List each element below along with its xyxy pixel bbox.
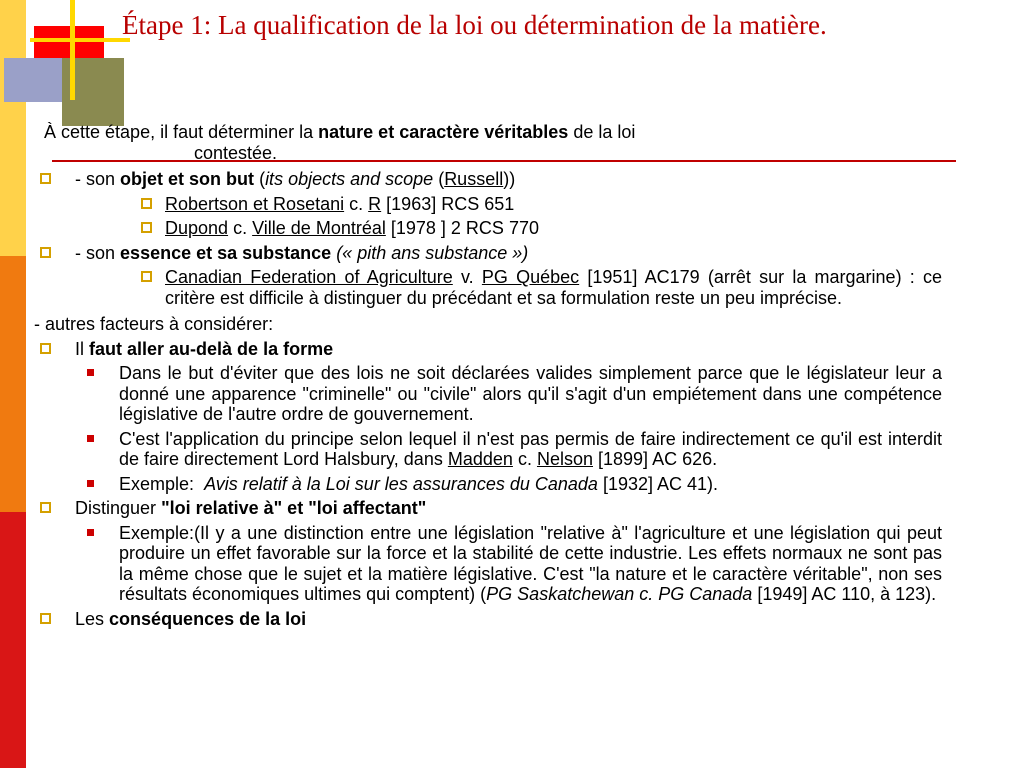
decor-line-horizontal [30,38,130,42]
list-item-robertson: Robertson et Rosetani c. R [1963] RCS 651 [34,194,942,215]
list-item-objet: - son objet et son but (its objects and scope (Russell)) [34,169,942,190]
list-item-principe: C'est l'application du principe selon lequel il n'est pas permis de faire indirectement ce qu'il est interdit de faire directement Lord Halsbury, dans Madden c. Nelson [1899] AC 626. [34,429,942,470]
solid-square-bullet-icon [87,529,94,536]
solid-square-bullet-icon [87,435,94,442]
solid-square-bullet-icon [87,480,94,487]
list-item-forme: Il faut aller au-delà de la forme [34,339,942,360]
decor-square-red [34,26,104,60]
case-link-pg-quebec[interactable]: PG Québec [481,267,580,287]
decor-strip-orange [0,256,26,512]
decor-strip-red [0,512,26,768]
decor-square-grey [4,58,62,102]
intro-paragraph: À cette étape, il faut déterminer la nature et caractère véritables de la loi contestée. [44,122,636,163]
case-link-dupond[interactable]: Dupond [165,218,229,238]
solid-square-bullet-icon [87,369,94,376]
list-item-autres: - autres facteurs à considérer: [34,314,274,334]
decor-strip-yellow [0,0,26,256]
hollow-square-bullet-icon [141,271,152,282]
list-item-exemple-avis: Exemple: Avis relatif à la Loi sur les assurances du Canada [1932] AC 41). [34,474,942,495]
list-item-dupond: Dupond c. Ville de Montréal [1978 ] 2 RCS 770 [34,218,942,239]
hollow-square-bullet-icon [40,247,51,258]
hollow-square-bullet-icon [40,343,51,354]
hollow-square-bullet-icon [141,222,152,233]
decor-line-vertical [70,0,75,100]
case-link-ville-de-montreal[interactable]: Ville de Montréal [252,218,386,238]
case-link-russell[interactable]: Russell [444,169,504,189]
slide-title: Étape 1: La qualification de la loi ou détermination de la matière. [122,10,827,40]
slide-body [34,122,942,629]
case-link-r[interactable]: R [368,193,382,214]
case-link-canadian-federation[interactable]: Canadian Federation of Agriculture [165,267,453,287]
list-item-distinguer: Distinguer "loi relative à" et "loi affectant" [34,498,942,519]
hollow-square-bullet-icon [40,502,51,513]
case-link-nelson[interactable]: Nelson [536,449,593,469]
hollow-square-bullet-icon [40,613,51,624]
list-item-essence: - son essence et sa substance (« pith ans substance ») [34,243,942,264]
list-item-but: Dans le but d'éviter que des lois ne soit déclarées valides simplement parce que le législateur leur a donné une apparence "criminelle" ou "civile" alors qu'il s'agit d'un empiétement dans une compétence législative de l'autre ordre de gouvernement. [34,363,942,425]
case-link-robertson[interactable]: Robertson et Rosetani [165,193,345,214]
case-link-madden[interactable]: Madden [447,449,513,469]
hollow-square-bullet-icon [141,198,152,209]
list-item-exemple-agriculture: Exemple:(Il y a une distinction entre une législation "relative à" l'agriculture et une législation qui peut produire un effet favorable sur la force et la stabilité de cette industrie. Les effets normaux ne sont pas la même chose que le sujet et la matière législative. C'est "la nature et le caractère véritable", non ses résultats économiques ultimes qui comptent) (PG Saskatchewan c. PG Canada [1949] AC 110, à 123). [34,523,942,605]
list-item-canadian: Canadian Federation of Agriculture v. PG Québec [1951] AC179 (arrêt sur la margarine) : ce critère est difficile à distinguer du précédant et sa formulation reste un peu imprécise. [34,267,942,308]
list-item-consequences: Les conséquences de la loi [34,609,942,630]
hollow-square-bullet-icon [40,173,51,184]
